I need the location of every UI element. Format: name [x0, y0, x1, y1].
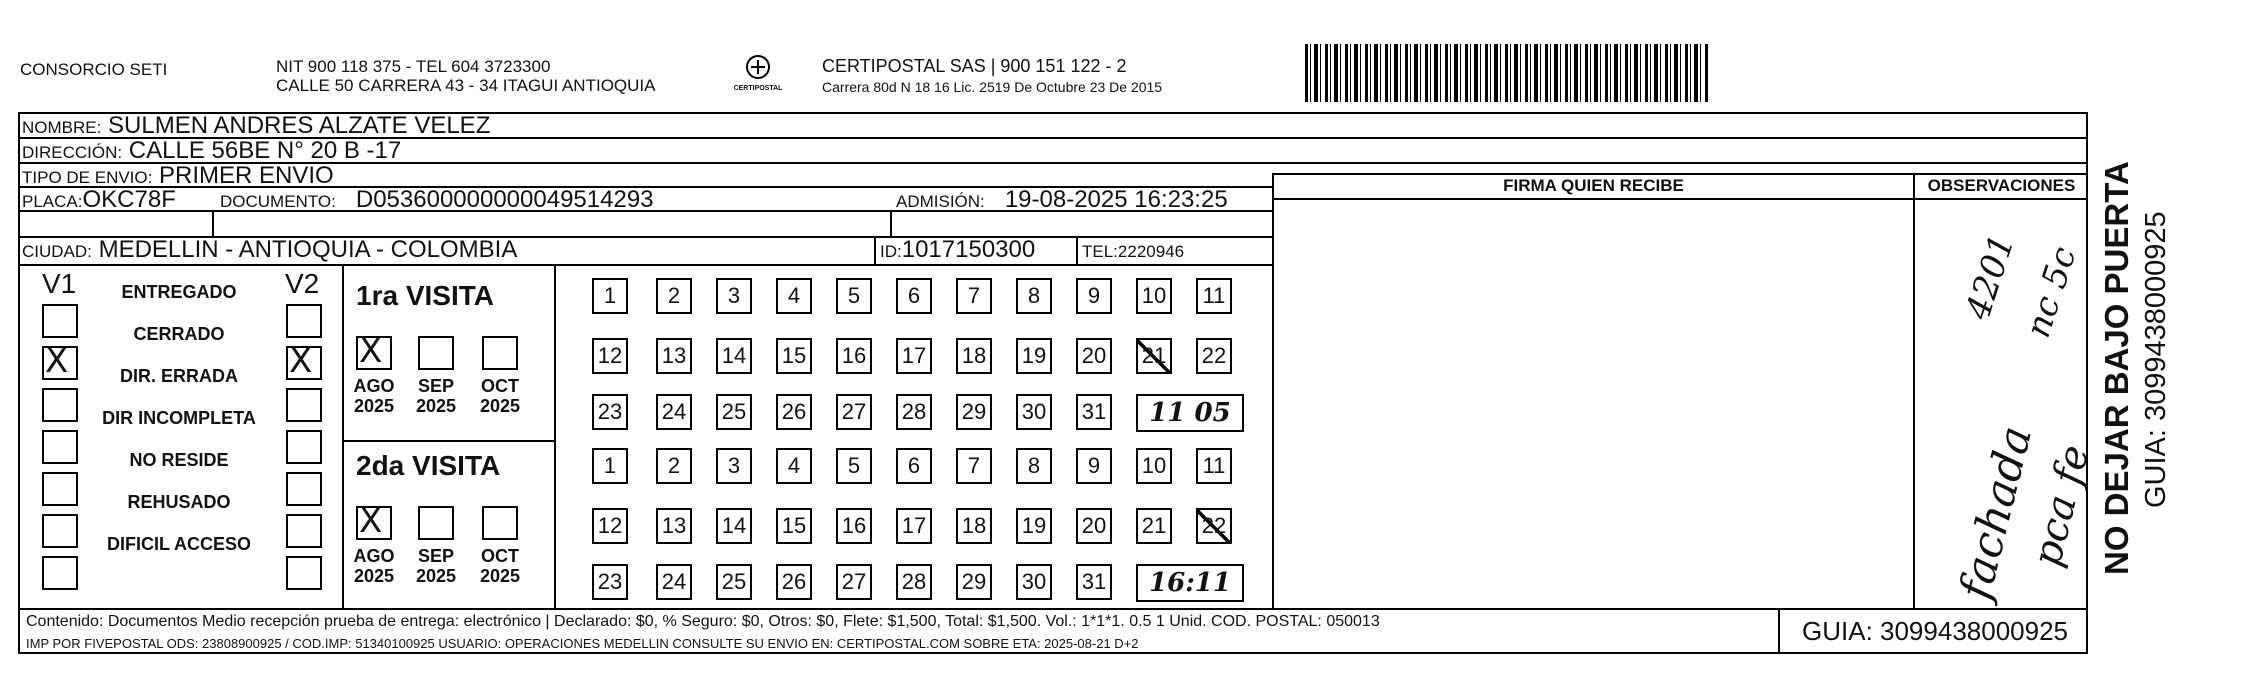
day-box[interactable]: 13 — [656, 338, 692, 374]
month-name: AGO — [353, 376, 395, 396]
id-value: 1017150300 — [901, 236, 1036, 263]
documento-cell — [220, 187, 654, 215]
month-label — [406, 376, 466, 416]
visit1-title: 1ra VISITA — [356, 280, 494, 311]
time-box[interactable]: 11 05 — [1136, 394, 1244, 432]
v1-checkbox[interactable] — [42, 556, 78, 590]
footer-imp: IMP POR FIVEPOSTAL ODS: 23808900925 / COD.IMP: 51340100925 USUARIO: OPERACIONES MEDELLIN CONSULTE SU ENVIO EN: CERTIPOSTAL.COM SOBRE ETA: 2025-08-21 D+2 — [26, 636, 1139, 651]
nombre-label: NOMBRE: — [22, 118, 102, 137]
day-box[interactable]: 27 — [836, 564, 872, 600]
month-checkbox[interactable] — [418, 506, 454, 540]
day-box[interactable]: 29 — [956, 394, 992, 430]
address-line: CALLE 50 CARRERA 43 - 34 ITAGUI ANTIOQUIA — [276, 76, 656, 95]
status-option-label: ENTREGADO — [121, 282, 237, 302]
day-box[interactable]: 11 — [1196, 448, 1232, 484]
tel-value: 2220946 — [1117, 242, 1185, 261]
month-checkbox[interactable] — [418, 336, 454, 370]
day-box[interactable]: 28 — [896, 564, 932, 600]
month-checkbox[interactable] — [482, 506, 518, 540]
v2-label: V2 — [285, 268, 320, 299]
check-mark: X — [359, 501, 383, 541]
month-checkbox[interactable] — [356, 331, 392, 371]
v2-checkbox[interactable] — [286, 341, 322, 381]
day-box[interactable]: 1 — [592, 448, 628, 484]
day-box[interactable]: 12 — [592, 508, 628, 544]
obs-handwriting-2: nc 5c — [2018, 242, 2085, 343]
day-box[interactable]: 31 — [1076, 564, 1112, 600]
day-box[interactable]: 30 — [1016, 564, 1052, 600]
placa-cell — [22, 187, 176, 215]
day-box[interactable]: 10 — [1136, 278, 1172, 314]
v2-checkbox[interactable] — [286, 514, 322, 548]
month-checkbox[interactable] — [356, 501, 392, 541]
day-box[interactable]: 1 — [592, 278, 628, 314]
month-year: 2025 — [479, 396, 521, 416]
day-box[interactable]: 12 — [592, 338, 628, 374]
day-box[interactable]: 11 — [1196, 278, 1232, 314]
check-mark: X — [289, 341, 313, 381]
tipo-label: TIPO DE ENVIO: — [22, 168, 153, 187]
tel-cell — [1082, 237, 1184, 265]
day-box[interactable]: 28 — [896, 394, 932, 430]
day-box[interactable]: 19 — [1016, 508, 1052, 544]
v1-checkbox[interactable] — [42, 388, 78, 422]
admision-value: 19-08-2025 16:23:25 — [1004, 186, 1228, 213]
day-box[interactable]: 20 — [1076, 338, 1112, 374]
barcode — [1305, 44, 1710, 102]
day-box[interactable]: 2 — [656, 448, 692, 484]
day-box[interactable]: 10 — [1136, 448, 1172, 484]
id-cell — [880, 237, 1035, 265]
day-box[interactable]: 18 — [956, 338, 992, 374]
day-box[interactable]: 25 — [716, 394, 752, 430]
day-box[interactable]: 26 — [776, 394, 812, 430]
v2-checkbox[interactable] — [286, 556, 322, 590]
v1-checkbox[interactable] — [42, 341, 78, 381]
day-box[interactable]: 23 — [592, 394, 628, 430]
month-name: SEP — [417, 376, 455, 396]
day-box[interactable]: 8 — [1016, 448, 1052, 484]
status-option-label: DIR. ERRADA — [119, 366, 238, 386]
visit2-title: 2da VISITA — [356, 450, 501, 481]
day-box[interactable]: 15 — [776, 508, 812, 544]
status-option-label: REHUSADO — [127, 492, 231, 512]
month-year: 2025 — [415, 566, 457, 586]
status-option-label: CERRADO — [133, 324, 225, 344]
v2-checkbox[interactable] — [286, 472, 322, 506]
month-label — [470, 546, 530, 586]
v1-label: V1 — [42, 268, 77, 299]
day-box[interactable]: 24 — [656, 564, 692, 600]
v1-checkbox[interactable] — [42, 430, 78, 464]
v1-checkbox[interactable] — [42, 304, 78, 338]
v2-checkbox[interactable] — [286, 430, 322, 464]
ciudad-row — [22, 237, 517, 265]
documento-value: D053600000000049514293 — [355, 186, 654, 213]
day-box[interactable]: 5 — [836, 278, 872, 314]
day-box[interactable]: 6 — [896, 448, 932, 484]
month-name: SEP — [417, 546, 455, 566]
month-year: 2025 — [479, 566, 521, 586]
day-box[interactable]: 2 — [656, 278, 692, 314]
month-name: AGO — [353, 546, 395, 566]
tipo-value: PRIMER ENVIO — [159, 162, 334, 189]
day-box[interactable]: 21 — [1136, 338, 1172, 374]
status-option-label: NO RESIDE — [129, 450, 229, 470]
day-box[interactable]: 16 — [836, 508, 872, 544]
tel-label: TEL: — [1082, 242, 1118, 261]
month-name: OCT — [481, 546, 519, 566]
day-box[interactable]: 22 — [1196, 508, 1232, 544]
check-mark: X — [45, 341, 69, 381]
month-label — [470, 376, 530, 416]
v1-checkbox[interactable] — [42, 514, 78, 548]
day-box[interactable]: 7 — [956, 278, 992, 314]
day-box[interactable]: 17 — [896, 508, 932, 544]
id-label: ID: — [880, 242, 902, 261]
day-box[interactable]: 22 — [1196, 338, 1232, 374]
day-box[interactable]: 4 — [776, 278, 812, 314]
admision-cell — [896, 187, 1228, 215]
day-box[interactable]: 18 — [956, 508, 992, 544]
month-label — [344, 546, 404, 586]
day-box[interactable]: 23 — [592, 564, 628, 600]
v2-checkbox[interactable] — [286, 304, 322, 338]
day-box[interactable]: 19 — [1016, 338, 1052, 374]
month-label — [406, 546, 466, 586]
nit-line: NIT 900 118 375 - TEL 604 3723300 — [276, 57, 551, 76]
obs-handwriting-3: fachada — [1950, 421, 2043, 605]
day-box[interactable]: 17 — [896, 338, 932, 374]
day-box[interactable]: 26 — [776, 564, 812, 600]
day-box[interactable]: 31 — [1076, 394, 1112, 430]
day-box[interactable]: 25 — [716, 564, 752, 600]
month-label — [344, 376, 404, 416]
side-warning: NO DEJAR BAJO PUERTA — [2098, 161, 2135, 575]
day-box[interactable]: 20 — [1076, 508, 1112, 544]
admision-label: ADMISIÓN: — [896, 192, 985, 211]
month-checkbox[interactable] — [482, 336, 518, 370]
direccion-value: CALLE 56BE N° 20 B -17 — [128, 137, 402, 164]
ciudad-label: CIUDAD: — [22, 242, 92, 261]
day-box[interactable]: 29 — [956, 564, 992, 600]
day-box[interactable]: 8 — [1016, 278, 1052, 314]
check-mark: X — [359, 331, 383, 371]
day-box[interactable]: 4 — [776, 448, 812, 484]
day-box[interactable]: 5 — [836, 448, 872, 484]
obs-handwriting-4: pca fe — [2024, 440, 2099, 572]
placa-label: PLACA: — [22, 192, 83, 211]
certipostal-logo — [728, 54, 788, 92]
status-option-label: DIFICIL ACCESO — [106, 534, 251, 554]
day-box[interactable]: 15 — [776, 338, 812, 374]
day-box[interactable]: 9 — [1076, 448, 1112, 484]
ciudad-value: MEDELLIN - ANTIOQUIA - COLOMBIA — [98, 236, 518, 263]
time-box[interactable]: 16:11 — [1136, 564, 1244, 602]
day-box[interactable]: 14 — [716, 508, 752, 544]
certipostal-line: CERTIPOSTAL SAS | 900 151 122 - 2 — [822, 56, 1127, 76]
firma-header: FIRMA QUIEN RECIBE — [1503, 176, 1684, 195]
day-box[interactable]: 13 — [656, 508, 692, 544]
logo-icon — [741, 54, 775, 82]
nombre-value: SULMEN ANDRES ALZATE VELEZ — [108, 112, 491, 139]
month-year: 2025 — [353, 396, 395, 416]
footer-contenido: Contenido: Documentos Medio recepción prueba de entrega: electrónico | Declarado: $0, % Seguro: $0, Otros: $0, Flete: $1,500, Total: $1,500. Vol.: 1*1*1. 0.5 1 Unid. COD. POSTAL: 050013 — [26, 613, 1380, 630]
day-box[interactable]: 6 — [896, 278, 932, 314]
status-option-label: DIR INCOMPLETA — [102, 408, 256, 428]
day-box[interactable]: 16 — [836, 338, 872, 374]
day-box[interactable]: 27 — [836, 394, 872, 430]
day-box[interactable]: 9 — [1076, 278, 1112, 314]
month-year: 2025 — [353, 566, 395, 586]
day-box[interactable]: 30 — [1016, 394, 1052, 430]
v2-checkbox[interactable] — [286, 388, 322, 422]
obs-handwriting-1: 4201 — [1958, 229, 2023, 325]
day-box[interactable]: 24 — [656, 394, 692, 430]
footer-guia: GUIA: 3099438000925 — [1802, 616, 2068, 646]
day-box[interactable]: 7 — [956, 448, 992, 484]
day-box[interactable]: 3 — [716, 448, 752, 484]
observaciones-header: OBSERVACIONES — [1927, 176, 2076, 195]
day-box[interactable]: 3 — [716, 278, 752, 314]
company-name: CONSORCIO SETI — [20, 60, 168, 79]
logo-text: CERTIPOSTAL — [733, 85, 783, 92]
documento-label: DOCUMENTO: — [220, 192, 336, 211]
direccion-label: DIRECCIÓN: — [22, 143, 123, 162]
v1-checkbox[interactable] — [42, 472, 78, 506]
certipostal-address: Carrera 80d N 18 16 Lic. 2519 De Octubre 23 De 2015 — [822, 79, 1163, 95]
side-guia: GUIA: 3099438000925 — [2140, 211, 2172, 508]
day-box[interactable]: 21 — [1136, 508, 1172, 544]
month-year: 2025 — [415, 396, 457, 416]
placa-value: OKC78F — [82, 186, 176, 213]
month-name: OCT — [481, 376, 519, 396]
day-box[interactable]: 14 — [716, 338, 752, 374]
